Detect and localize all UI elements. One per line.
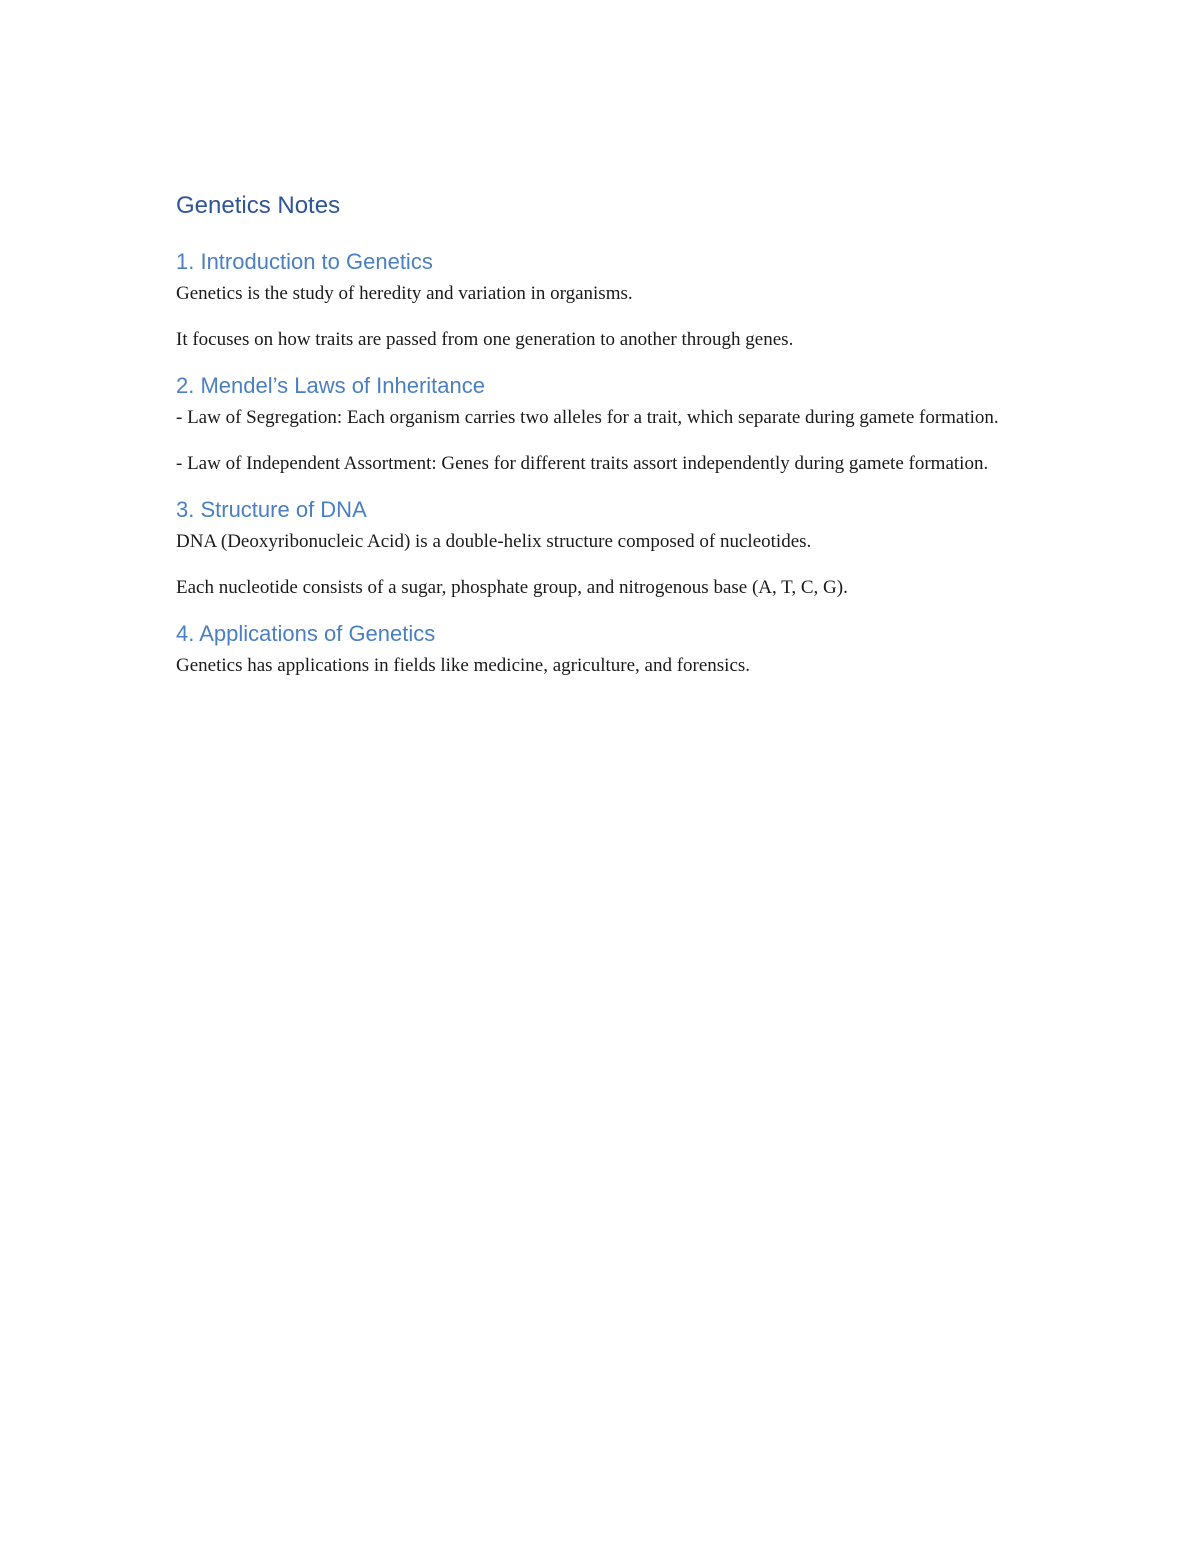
paragraph: DNA (Deoxyribonucleic Acid) is a double-helix structure composed of nucleotides. — [176, 531, 812, 552]
section-heading: 1. Introduction to Genetics — [176, 249, 433, 274]
section-dna-structure — [176, 495, 1016, 603]
paragraph: Each nucleotide consists of a sugar, phosphate group, and nitrogenous base (A, T, C, G). — [176, 577, 848, 598]
section-applications — [176, 619, 1016, 681]
paragraph: Genetics is the study of heredity and variation in organisms. — [176, 283, 633, 304]
paragraph: Genetics has applications in fields like medicine, agriculture, and forensics. — [176, 655, 751, 676]
section-introduction — [176, 247, 1016, 355]
section-mendels-laws — [176, 371, 1016, 479]
section-heading: 3. Structure of DNA — [176, 497, 367, 522]
paragraph: - Law of Independent Assortment: Genes for different traits assort independently during gamete formation. — [176, 453, 989, 474]
section-heading: 4. Applications of Genetics — [176, 621, 436, 646]
document-content — [176, 190, 1016, 697]
document-title: Genetics Notes — [176, 192, 341, 219]
paragraph: It focuses on how traits are passed from one generation to another through genes. — [176, 329, 794, 350]
paragraph: - Law of Segregation: Each organism carries two alleles for a trait, which separate during gamete formation. — [176, 407, 999, 428]
section-heading: 2. Mendel’s Laws of Inheritance — [176, 373, 485, 398]
